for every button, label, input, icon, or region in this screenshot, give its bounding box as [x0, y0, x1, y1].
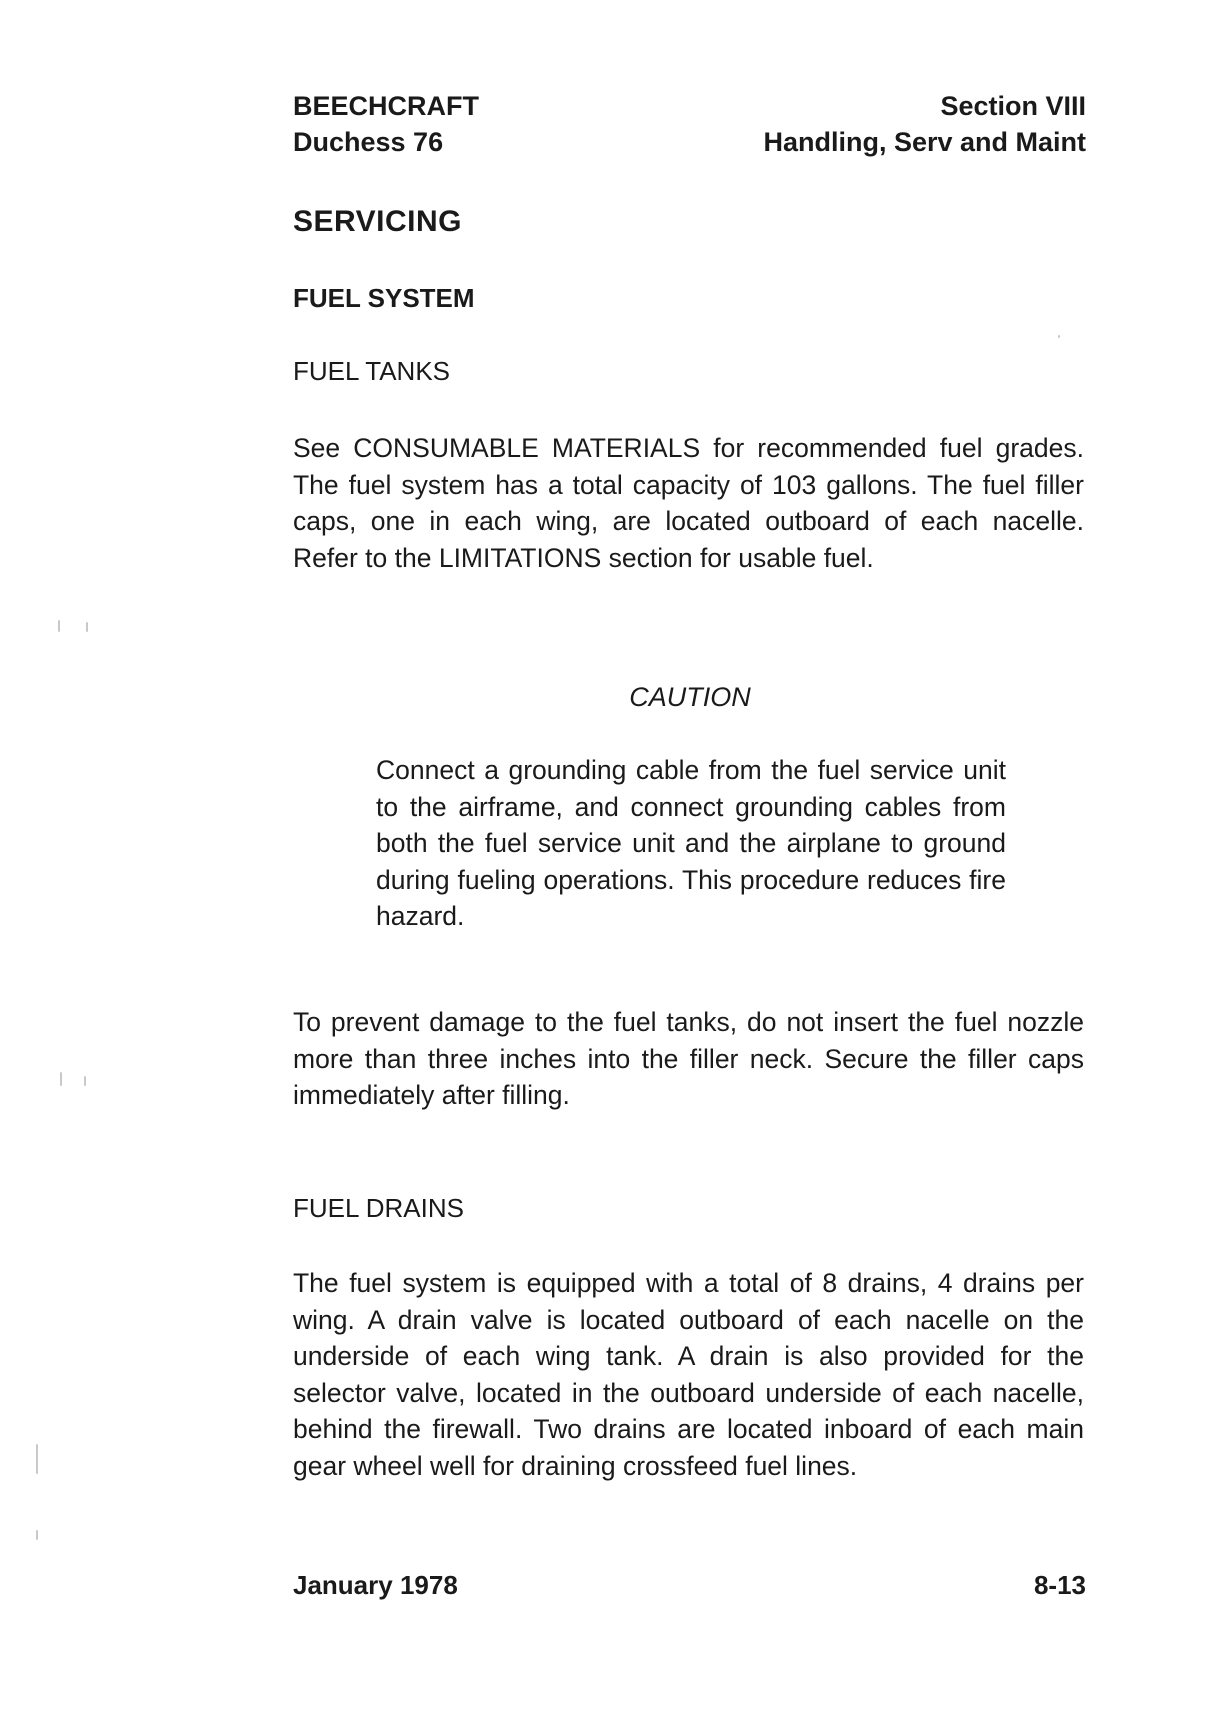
scan-speck	[84, 1076, 86, 1086]
fuel-tanks-heading: FUEL TANKS	[293, 356, 451, 386]
nozzle-paragraph: To prevent damage to the fuel tanks, do not insert the fuel nozzle more than three inches into the filler neck. Secure the filler caps immediately after filling.	[293, 1007, 1084, 1110]
fuel-drains-heading: FUEL DRAINS	[293, 1193, 464, 1223]
section-label: Section VIII	[940, 91, 1086, 121]
header-left	[293, 88, 479, 160]
fuel-system-heading: FUEL SYSTEM	[293, 283, 475, 313]
caution-heading: CAUTION	[629, 682, 751, 712]
fuel-drains-paragraph: The fuel system is equipped with a total of 8 drains, 4 drains per wing. A drain valve is located outboard of each nacelle on the underside of each wing tank. A drain is also provided for the selector valve, located in the outboard underside of each nacelle, behind the firewall. Two drains are located inboard of each main gear wheel well for draining crossfeed fuel lines.	[293, 1268, 1084, 1481]
scan-speck	[1058, 335, 1060, 338]
footer-date: January 1978	[293, 1570, 458, 1600]
scan-speck	[58, 620, 60, 632]
servicing-heading: SERVICING	[293, 205, 462, 238]
section-title: Handling, Serv and Maint	[763, 127, 1086, 157]
page-number: 8-13	[1033, 1570, 1086, 1600]
scan-speck	[60, 1072, 62, 1086]
model-label: Duchess 76	[293, 127, 444, 157]
fuel-tanks-paragraph: See CONSUMABLE MATERIALS for recommended fuel grades. The fuel system has a total capacity of 103 gallons. The fuel filler caps, one in each wing, are located outboard of each nacelle. Refer to the LIMITATIONS section for usable fuel.	[293, 433, 1084, 573]
caution-text: Connect a grounding cable from the fuel service unit to the airframe, and connect grounding cables from both the fuel service unit and the airplane to ground during fueling operations. This procedure reduces fire hazard.	[376, 755, 1006, 931]
scan-speck	[86, 622, 88, 632]
header-right	[763, 88, 1086, 160]
manufacturer-label: BEECHCRAFT	[293, 91, 479, 121]
scan-speck	[36, 1444, 38, 1474]
scan-speck	[36, 1530, 38, 1540]
